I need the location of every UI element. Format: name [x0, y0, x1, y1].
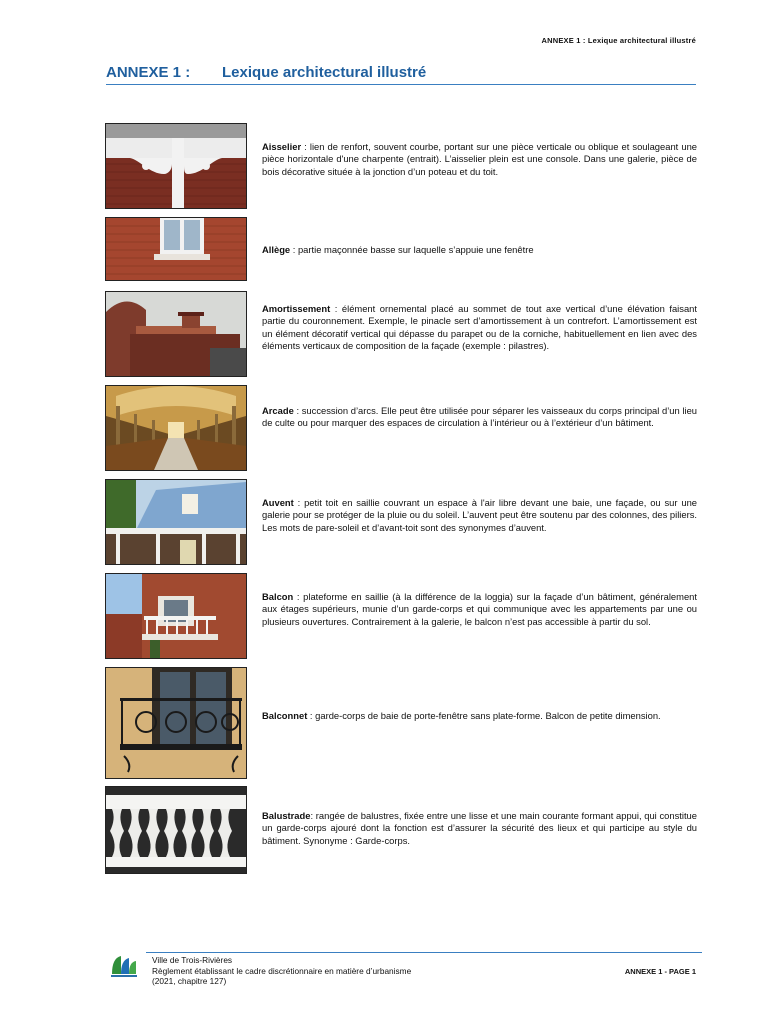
- entry-balconnet: [105, 667, 697, 779]
- entry-definition: : plateforme en saillie (à la différence de la loggia) sur la façade d’un bâtiment, généralement aux étages supérieurs, munie d’un garde-corps et qui communique avec les appartements par une ou plusieurs ouvertures. Contrairement à la galerie, le balcon n’est pas accessible à partir du sol.: [262, 591, 697, 627]
- entry-definition: : partie maçonnée basse sur laquelle s’appuie une fenêtre: [290, 244, 534, 255]
- entry-term: Balustrade: [262, 810, 311, 821]
- page-title: [106, 64, 696, 85]
- entry-term: Arcade: [262, 405, 294, 416]
- running-head: ANNEXE 1 : Lexique architectural illustré: [541, 36, 696, 45]
- entry-term: Amortissement: [262, 303, 331, 314]
- balustrade-photo: [105, 786, 247, 874]
- balconnet-photo: [105, 667, 247, 779]
- entry-auvent: [105, 479, 697, 565]
- entry-definition: : élément ornemental placé au sommet de tout axe vertical d’une élévation faisant partie du couronnement. Exemple, le pinacle sert d’amortissement à un contrefort. L’amortissement est un élément décoratif vertical qui dépasse du parapet ou de la corniche, habituellement en lien avec des éléments verticaux de composition de la façade (exemple : pilastres).: [262, 303, 697, 352]
- entry-balcon: [105, 573, 697, 659]
- entry-term: Allège: [262, 244, 291, 255]
- entry-definition: : petit toit en saillie couvrant un espace à l'air libre devant une baie, une façade, ou sur une galerie pour se protéger de la pluie ou du soleil. L’auvent peut être soutenu par des colonnes, des piliers. Les mots de pare-soleil et d’avant-toit sont des synonymes d’auvent.: [262, 497, 697, 533]
- annex-title: Lexique architectural illustré: [222, 64, 427, 81]
- auvent-photo: [105, 479, 247, 565]
- entry-amortissement: [105, 291, 697, 377]
- footer-chapter: (2021, chapitre 127): [152, 976, 227, 987]
- annex-number: ANNEXE 1 :: [106, 64, 191, 81]
- arcade-photo: [105, 385, 247, 471]
- entry-aisselier: [105, 123, 697, 209]
- entry-definition: : rangée de balustres, fixée entre une lisse et une main courante formant appui, qui constitue un garde-corps ajouré dont la fonction est d’assurer la sécurité des lieux et qui participe au style du bâtiment. Synonyme : Garde-corps.: [262, 810, 697, 846]
- entry-definition: : succession d’arcs. Elle peut être utilisée pour séparer les vaisseaux du corps principal d’un lieu de culte ou pour marquer des espaces de circulation à l’intérieur ou à l’extérieur d’un bâtiment.: [262, 405, 697, 429]
- entry-term: Balconnet: [262, 710, 308, 721]
- footer-text: [152, 955, 411, 987]
- entry-term: Aisselier: [262, 141, 302, 152]
- footer-rule: [146, 952, 702, 953]
- page-number: ANNEXE 1 - PAGE 1: [624, 967, 696, 976]
- amortissement-photo: [105, 291, 247, 377]
- entry-term: Auvent: [262, 497, 294, 508]
- entry-definition: : lien de renfort, souvent courbe, portant sur une pièce verticale ou oblique et soulageant une pièce horizontale d'une charpente (entrait). L’aisselier plein est une console. Dans une galerie, pièce de bois décorative située à la jonction d’un poteau et du toit.: [262, 141, 697, 177]
- entry-term: Balcon: [262, 591, 294, 602]
- entry-definition: : garde-corps de baie de porte-fenêtre sans plate-forme. Balcon de petite dimension.: [307, 710, 661, 721]
- footer-regulation: Règlement établissant le cadre discrétionnaire en matière d’urbanisme: [152, 965, 412, 976]
- balcon-photo: [105, 573, 247, 659]
- footer-city: Ville de Trois-Rivières: [152, 955, 233, 965]
- aisselier-photo: [105, 123, 247, 209]
- trois-rivieres-logo: [109, 952, 139, 980]
- entry-balustrade: [105, 786, 697, 874]
- entry-arcade: [105, 385, 697, 471]
- allege-photo: [105, 217, 247, 281]
